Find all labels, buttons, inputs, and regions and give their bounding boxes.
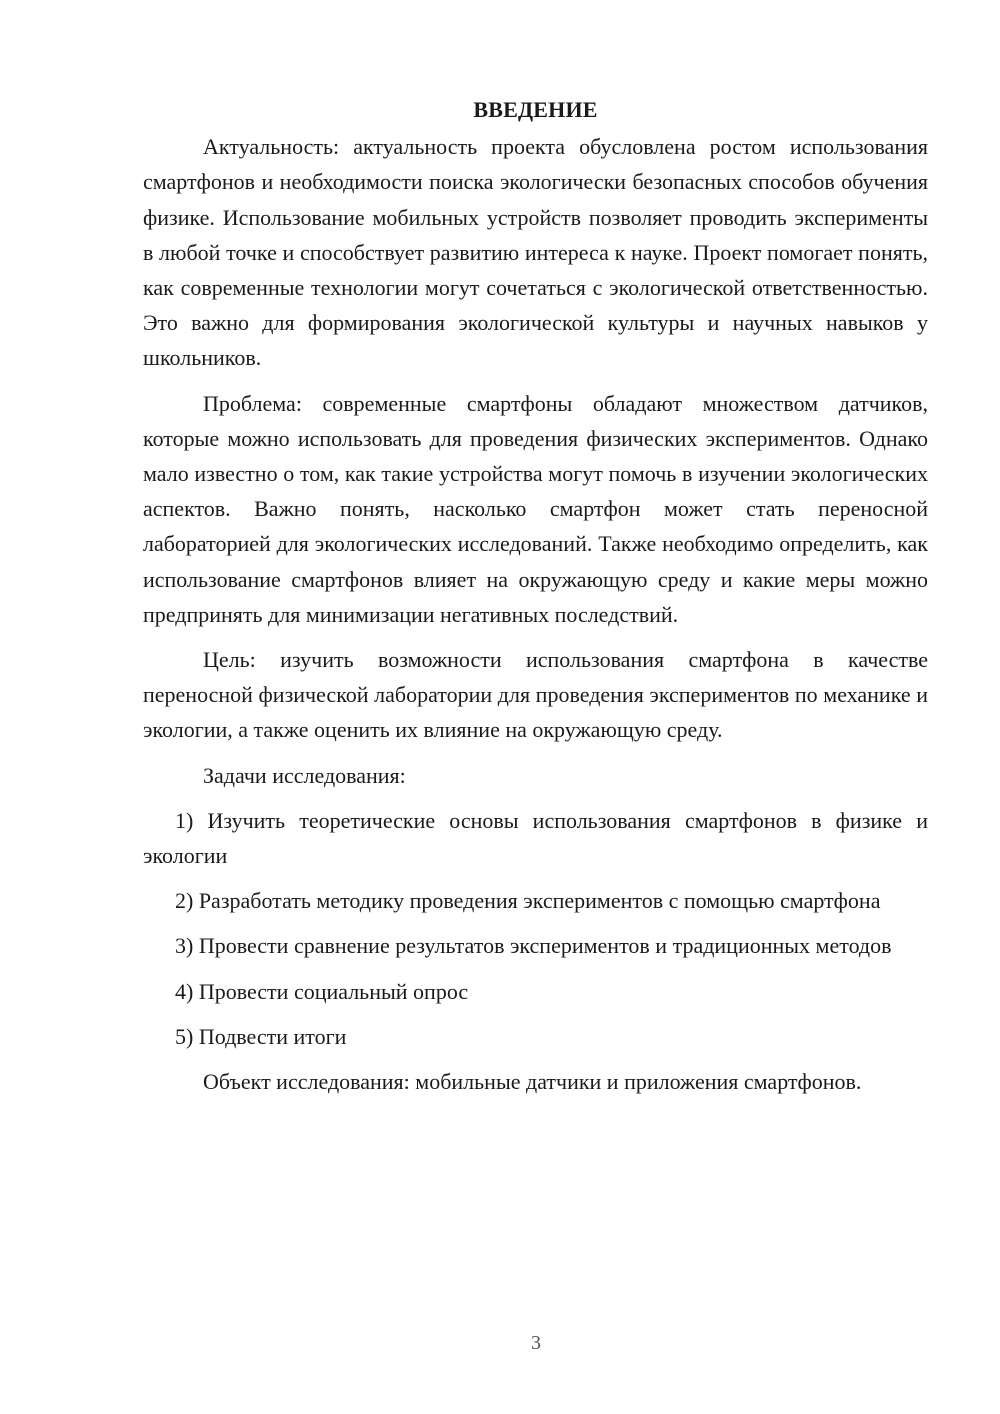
paragraph-relevance: Актуальность: актуальность проекта обусловлена ростом использования смартфонов и необходимости поиска экологически безопасных способов обучения физике. Использование мобильных устройств позволяет проводить эксперименты в любой точке и способствует развитию интереса к науке. Проект помогает понять, как современные технологии могут сочетаться с экологической ответственностью. Это важно для формирования экологической культуры и научных навыков у школьников. [143,134,928,371]
task-item-3: 3) Провести сравнение результатов экспериментов и традиционных методов [175,933,892,959]
section-heading: ВВЕДЕНИЕ [473,97,598,122]
task-item-2: 2) Разработать методику проведения экспериментов с помощью смартфона [175,888,881,914]
task-item-1: 1) Изучить теоретические основы использования смартфонов в физике и экологии [143,807,928,869]
paragraph-goal: Цель: изучить возможности использования смартфона в качестве переносной физической лаборатории для проведения экспериментов по механике и экологии, а также оценить их влияние на окружающую среду. [143,647,928,743]
paragraph-problem: Проблема: современные смартфоны обладают множеством датчиков, которые можно использовать для проведения физических экспериментов. Однако мало известно о том, как такие устройства могут помочь в изучении экологических аспектов. Важно понять, насколько смартфон может стать переносной лабораторией для экологических исследований. Также необходимо определить, как использование смартфонов влияет на окружающую среду и какие меры можно предпринять для минимизации негативных последствий. [143,390,928,627]
document-body [143,92,928,1109]
task-item-5: 5) Подвести итоги [175,1023,347,1049]
paragraph-object: Объект исследования: мобильные датчики и приложения смартфонов. [203,1069,862,1095]
tasks-title: Задачи исследования: [203,762,406,788]
page-number: 3 [531,1332,541,1354]
task-item-4: 4) Провести социальный опрос [175,978,469,1004]
